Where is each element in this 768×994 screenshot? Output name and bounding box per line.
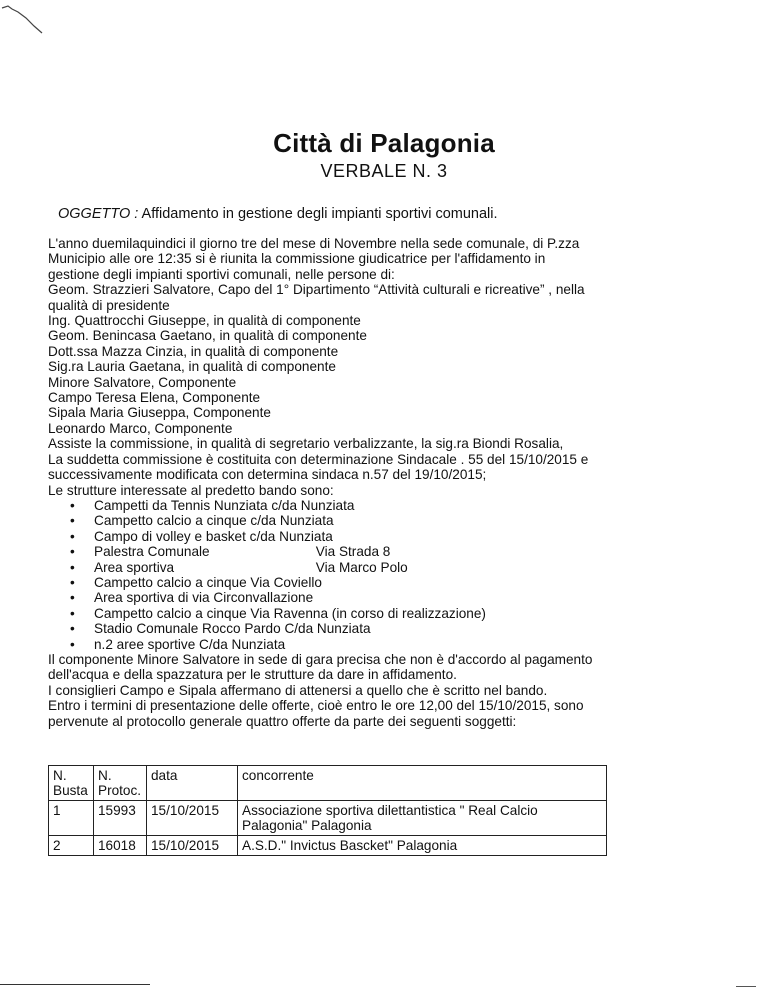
text-line: pervenute al protocollo generale quattro offerte da parte dei seguenti soggetti:	[48, 713, 517, 729]
text-line: Ing. Quattrocchi Giuseppe, in qualità di componente	[48, 313, 361, 329]
text-line: gestione degli impianti sportivi comunali, nelle persone di:	[48, 266, 395, 282]
minutes-body	[48, 236, 708, 729]
structure-place: Via Strada 8	[315, 544, 391, 560]
bullet-icon: •	[70, 513, 75, 529]
table-cell: 1	[49, 801, 94, 836]
text-line: I consiglieri Campo e Sipala affermano di attenersi a quello che è scritto nel bando.	[48, 682, 548, 698]
structure-place: C/da Nunziata	[284, 621, 371, 637]
text-line: Geom. Strazzieri Salvatore, Capo del 1° Dipartimento “Attività culturali e ricreative” , nella	[48, 282, 585, 298]
table-body	[49, 801, 607, 856]
structure-name: Area sportiva di	[94, 590, 189, 606]
bullet-icon: •	[70, 574, 75, 590]
bullet-icon: •	[70, 497, 75, 513]
document-subtitle: VERBALE N. 3	[320, 161, 448, 181]
structure-place: Via Coviello	[250, 574, 322, 590]
table-header-row	[49, 766, 607, 801]
footer-rule	[0, 984, 150, 985]
table-row	[49, 836, 607, 856]
text-line: L'anno duemilaquindici il giorno tre del mese di Novembre nella sede comunale, di P.zza	[48, 236, 580, 251]
bullet-icon: •	[70, 544, 75, 560]
text-line: Sig.ra Lauria Gaetana, in qualità di componente	[48, 359, 336, 375]
bullet-icon: •	[70, 528, 75, 544]
table-row	[49, 801, 607, 836]
footer-dash	[736, 986, 756, 987]
text-line: qualità di presidente	[48, 297, 170, 313]
table-cell: 2	[49, 836, 94, 856]
column-header: N. Busta	[49, 766, 94, 801]
pen-mark-icon	[0, 0, 60, 40]
bullet-icon: •	[70, 559, 75, 575]
text-line: Minore Salvatore, Componente	[48, 374, 237, 390]
structure-name: Campetto calcio a cinque	[94, 574, 247, 590]
subject-text: Affidamento in gestione degli impianti sportivi comunali.	[141, 206, 498, 222]
document-title: Città di Palagonia	[273, 128, 495, 158]
table-cell: Associazione sportiva dilettantistica " Real Calcio Palagonia" Palagonia	[238, 801, 607, 836]
table-cell: 15/10/2015	[147, 801, 238, 836]
list-item	[48, 544, 708, 559]
structure-name: Stadio Comunale Rocco Pardo	[94, 621, 281, 637]
subject-line	[58, 206, 498, 222]
structures-list	[48, 498, 708, 652]
intro-paragraph	[48, 236, 708, 498]
table-cell: 15/10/2015	[147, 836, 238, 856]
structure-name: Campetto calcio a cinque	[94, 605, 247, 621]
structure-place: c/da Nunziata	[249, 528, 333, 544]
structure-place: Via Ravenna (in corso di realizzazione)	[250, 605, 486, 621]
bullet-icon: •	[70, 636, 75, 652]
column-header: data	[147, 766, 238, 801]
text-line: Campo Teresa Elena, Componente	[48, 390, 261, 406]
text-line: Le strutture interessate al predetto bando sono:	[48, 482, 334, 498]
text-line: Municipio alle ore 12:35 si è riunita la commissione giudicatrice per l'affidamento in	[48, 251, 546, 267]
structure-name: n.2 aree sportive	[94, 636, 196, 652]
text-line: Dott.ssa Mazza Cinzia, in qualità di componente	[48, 343, 339, 359]
list-item	[48, 498, 708, 513]
structure-place: c/da Nunziata	[250, 513, 334, 529]
text-line: Geom. Benincasa Gaetano, in qualità di componente	[48, 328, 367, 344]
structure-name: Campetti da Tennis Nunziata	[94, 497, 268, 513]
column-header: N. Protoc.	[94, 766, 147, 801]
list-item	[48, 637, 708, 652]
text-line: Entro i termini di presentazione delle offerte, cioè entro le ore 12,00 del 15/10/2015, sono	[48, 698, 584, 714]
list-item	[48, 590, 708, 605]
structure-name: Campetto calcio a cinque	[94, 513, 247, 529]
subject-label: OGGETTO :	[58, 206, 139, 222]
text-line: successivamente modificata con determina sindaca n.57 del 19/10/2015;	[48, 467, 487, 483]
structure-name: Area sportiva	[94, 559, 175, 575]
structure-place: via Circonvallazione	[192, 590, 314, 606]
text-line: dell'acqua e della spazzatura per le strutture da dare in affidamento.	[48, 667, 457, 683]
list-item	[48, 513, 708, 528]
text-line: Assiste la commissione, in qualità di segretario verbalizzante, la sig.ra Biondi Rosalia,	[48, 436, 564, 452]
structure-place: c/da Nunziata	[271, 497, 355, 513]
text-line: Sipala Maria Giuseppa, Componente	[48, 405, 271, 421]
bullet-icon: •	[70, 605, 75, 621]
closing-paragraph	[48, 652, 708, 729]
structure-name: Palestra Comunale	[94, 544, 210, 560]
list-item	[48, 575, 708, 590]
list-item	[48, 606, 708, 621]
list-item	[48, 529, 708, 544]
bullet-icon: •	[70, 621, 75, 637]
table-cell: A.S.D." Invictus Bascket" Palagonia	[238, 836, 607, 856]
text-line: Il componente Minore Salvatore in sede di gara precisa che non è d'accordo al pagamento	[48, 651, 593, 667]
structure-place: Via Marco Polo	[315, 559, 408, 575]
offers-table	[48, 765, 607, 856]
structure-place: C/da Nunziata	[199, 636, 286, 652]
text-line: La suddetta commissione è costituita con determinazione Sindacale . 55 del 15/10/2015 e	[48, 451, 589, 467]
list-item	[48, 560, 708, 575]
bullet-icon: •	[70, 590, 75, 606]
table-cell: 16018	[94, 836, 147, 856]
structure-name: Campo di volley e basket	[94, 528, 246, 544]
table-cell: 15993	[94, 801, 147, 836]
list-item	[48, 621, 708, 636]
text-line: Leonardo Marco, Componente	[48, 420, 233, 436]
column-header: concorrente	[238, 766, 607, 801]
